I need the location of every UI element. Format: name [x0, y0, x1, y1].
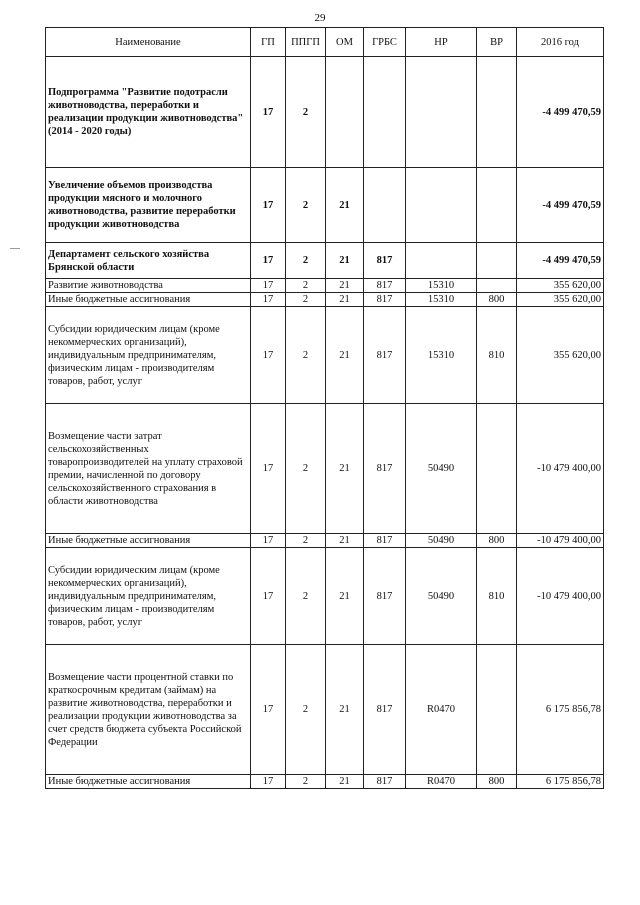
row-nr-cell: 15310	[406, 307, 477, 404]
row-vr-cell	[477, 243, 517, 279]
row-ppgp-cell: 2	[286, 307, 326, 404]
row-name-cell: Развитие животноводства	[46, 279, 251, 293]
table-row	[46, 645, 604, 775]
col-header-name: Наименование	[46, 28, 251, 57]
table-row	[46, 57, 604, 168]
table-row	[46, 168, 604, 243]
row-amount-cell: -10 479 400,00	[517, 534, 604, 548]
header-row	[46, 28, 604, 57]
row-name-cell: Иные бюджетные ассигнования	[46, 293, 251, 307]
table-row	[46, 534, 604, 548]
col-header-nr: НР	[406, 28, 477, 57]
row-vr-cell	[477, 57, 517, 168]
row-gp-cell: 17	[251, 775, 286, 789]
row-vr-cell	[477, 279, 517, 293]
row-amount-cell: -10 479 400,00	[517, 548, 604, 645]
table-row	[46, 243, 604, 279]
row-gp-cell: 17	[251, 645, 286, 775]
row-amount-cell: -4 499 470,59	[517, 57, 604, 168]
row-gp-cell: 17	[251, 548, 286, 645]
row-ppgp-cell: 2	[286, 645, 326, 775]
row-amount-cell: 355 620,00	[517, 293, 604, 307]
row-vr-cell: 800	[477, 534, 517, 548]
row-ppgp-cell: 2	[286, 775, 326, 789]
row-gp-cell: 17	[251, 307, 286, 404]
row-gp-cell: 17	[251, 279, 286, 293]
row-name-cell: Иные бюджетные ассигнования	[46, 775, 251, 789]
row-grbs-cell	[364, 168, 406, 243]
col-header-vr: ВР	[477, 28, 517, 57]
row-vr-cell: 800	[477, 775, 517, 789]
row-ppgp-cell: 2	[286, 57, 326, 168]
row-nr-cell: R0470	[406, 775, 477, 789]
row-om-cell	[326, 57, 364, 168]
row-om-cell: 21	[326, 293, 364, 307]
row-amount-cell: 6 175 856,78	[517, 645, 604, 775]
row-nr-cell	[406, 243, 477, 279]
col-header-year: 2016 год	[517, 28, 604, 57]
row-name-cell: Иные бюджетные ассигнования	[46, 534, 251, 548]
col-header-ppgp: ППГП	[286, 28, 326, 57]
table-row	[46, 404, 604, 534]
row-amount-cell: -4 499 470,59	[517, 168, 604, 243]
row-nr-cell	[406, 57, 477, 168]
row-vr-cell: 810	[477, 307, 517, 404]
row-nr-cell: 15310	[406, 293, 477, 307]
row-name-cell: Субсидии юридическим лицам (кроме некоммерческих организаций), индивидуальным предпринимателям, физическим лицам - производителям товаров, работ, услуг	[46, 548, 251, 645]
row-ppgp-cell: 2	[286, 548, 326, 645]
row-nr-cell: R0470	[406, 645, 477, 775]
row-vr-cell	[477, 645, 517, 775]
row-om-cell: 21	[326, 307, 364, 404]
table-row	[46, 307, 604, 404]
row-ppgp-cell: 2	[286, 243, 326, 279]
row-grbs-cell: 817	[364, 534, 406, 548]
row-ppgp-cell: 2	[286, 168, 326, 243]
row-gp-cell: 17	[251, 57, 286, 168]
table-row	[46, 775, 604, 789]
row-amount-cell: -4 499 470,59	[517, 243, 604, 279]
row-grbs-cell: 817	[364, 279, 406, 293]
row-nr-cell: 50490	[406, 548, 477, 645]
col-header-om: ОМ	[326, 28, 364, 57]
row-ppgp-cell: 2	[286, 534, 326, 548]
row-grbs-cell	[364, 57, 406, 168]
row-om-cell: 21	[326, 243, 364, 279]
budget-table	[45, 27, 604, 789]
col-header-gp: ГП	[251, 28, 286, 57]
row-name-cell: Департамент сельского хозяйства Брянской области	[46, 243, 251, 279]
row-amount-cell: -10 479 400,00	[517, 404, 604, 534]
row-om-cell: 21	[326, 404, 364, 534]
row-grbs-cell: 817	[364, 775, 406, 789]
row-vr-cell	[477, 168, 517, 243]
row-om-cell: 21	[326, 775, 364, 789]
row-vr-cell: 800	[477, 293, 517, 307]
row-gp-cell: 17	[251, 534, 286, 548]
row-om-cell: 21	[326, 548, 364, 645]
row-name-cell: Увеличение объемов производства продукции мясного и молочного животноводства, развитие переработки продукции животноводства	[46, 168, 251, 243]
row-grbs-cell: 817	[364, 307, 406, 404]
row-gp-cell: 17	[251, 243, 286, 279]
row-vr-cell	[477, 404, 517, 534]
margin-mark	[10, 248, 20, 249]
row-gp-cell: 17	[251, 293, 286, 307]
row-amount-cell: 6 175 856,78	[517, 775, 604, 789]
row-nr-cell: 15310	[406, 279, 477, 293]
row-ppgp-cell: 2	[286, 293, 326, 307]
row-grbs-cell: 817	[364, 548, 406, 645]
row-om-cell: 21	[326, 645, 364, 775]
table-row	[46, 548, 604, 645]
table-row	[46, 293, 604, 307]
row-name-cell: Возмещение части затрат сельскохозяйственных товаропроизводителей на уплату страховой премии, начисленной по договору сельскохозяйственного страхования в области животноводства	[46, 404, 251, 534]
row-amount-cell: 355 620,00	[517, 307, 604, 404]
row-om-cell: 21	[326, 168, 364, 243]
row-name-cell: Подпрограмма "Развитие подотрасли животноводства, переработки и реализации продукции животноводства" (2014 - 2020 годы)	[46, 57, 251, 168]
row-nr-cell: 50490	[406, 404, 477, 534]
row-amount-cell: 355 620,00	[517, 279, 604, 293]
row-vr-cell: 810	[477, 548, 517, 645]
row-gp-cell: 17	[251, 404, 286, 534]
row-grbs-cell: 817	[364, 243, 406, 279]
page-number: 29	[314, 12, 326, 24]
row-ppgp-cell: 2	[286, 404, 326, 534]
col-header-grbs: ГРБС	[364, 28, 406, 57]
table-row	[46, 279, 604, 293]
row-grbs-cell: 817	[364, 404, 406, 534]
row-nr-cell: 50490	[406, 534, 477, 548]
row-name-cell: Субсидии юридическим лицам (кроме некоммерческих организаций), индивидуальным предпринимателям, физическим лицам - производителям товаров, работ, услуг	[46, 307, 251, 404]
row-grbs-cell: 817	[364, 645, 406, 775]
row-om-cell: 21	[326, 534, 364, 548]
row-om-cell: 21	[326, 279, 364, 293]
row-gp-cell: 17	[251, 168, 286, 243]
row-ppgp-cell: 2	[286, 279, 326, 293]
row-grbs-cell: 817	[364, 293, 406, 307]
row-name-cell: Возмещение части процентной ставки по краткосрочным кредитам (займам) на развитие животноводства, переработки и реализации продукции животноводства за счет средств бюджета субъекта Российской Федерации	[46, 645, 251, 775]
row-nr-cell	[406, 168, 477, 243]
